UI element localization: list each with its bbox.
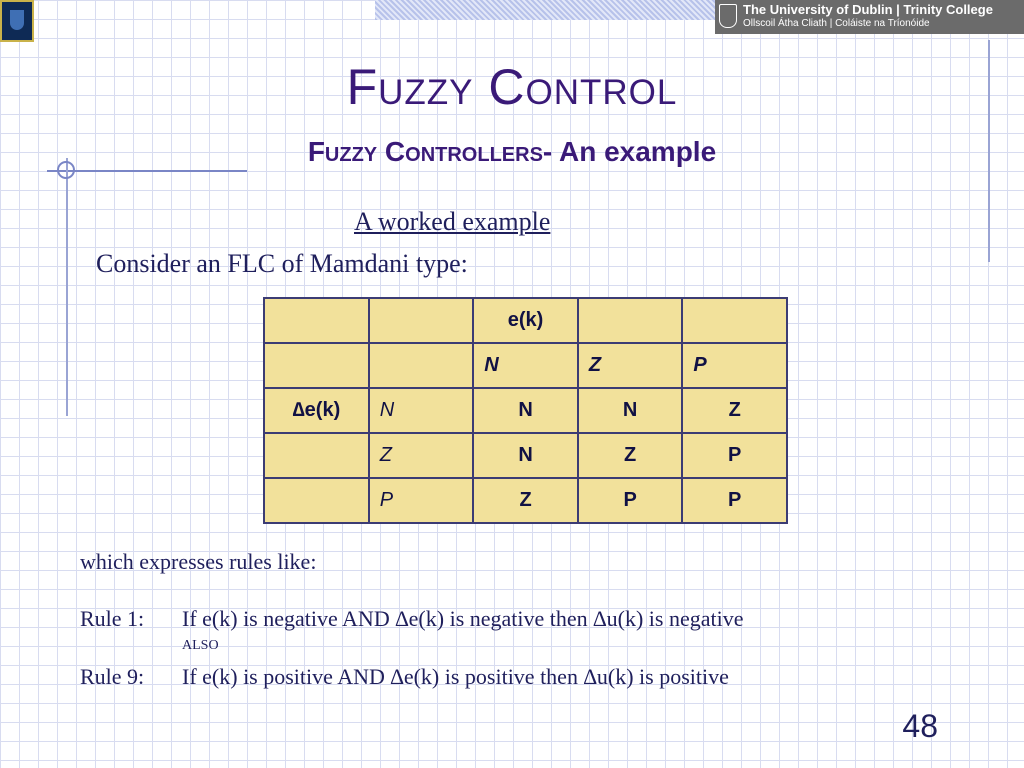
- table-cell: P: [682, 433, 787, 478]
- rule9-text: If e(k) is positive AND ∆e(k) is positive then ∆u(k) is positive: [182, 664, 729, 689]
- seal-icon: [719, 4, 737, 28]
- table-cell: [578, 298, 683, 343]
- university-name-irish: Ollscoil Átha Cliath | Coláiste na Tríonóide: [743, 18, 930, 29]
- table-cell: Z: [473, 478, 578, 523]
- rule9-label: Rule 9:: [80, 664, 145, 689]
- decor-line-vertical: [66, 158, 68, 416]
- table-cell: P: [578, 478, 683, 523]
- row-label: Z: [369, 433, 474, 478]
- table-cell: [369, 298, 474, 343]
- page-number: 48: [902, 708, 938, 744]
- university-banner: [715, 0, 1024, 34]
- column-label: Z: [578, 343, 683, 388]
- crest-logo: [0, 0, 34, 42]
- university-name: The University of Dublin | Trinity College: [743, 2, 993, 17]
- slide-subtitle: [0, 136, 1024, 168]
- row-label: N: [369, 388, 474, 433]
- column-label: P: [682, 343, 787, 388]
- row-label: P: [369, 478, 474, 523]
- also-text: ALSO: [182, 638, 219, 653]
- table-header-ek: e(k): [473, 298, 578, 343]
- slide-title: Fuzzy Control: [346, 59, 678, 115]
- column-label: N: [473, 343, 578, 388]
- table-cell: Z: [578, 433, 683, 478]
- table-cell: P: [682, 478, 787, 523]
- rule1-label: Rule 1:: [80, 606, 145, 631]
- table-cell: N: [473, 433, 578, 478]
- table-cell: [682, 298, 787, 343]
- expresses-text: which expresses rules like:: [80, 549, 317, 574]
- table-cell: [264, 343, 369, 388]
- rule1-text: If e(k) is negative AND ∆e(k) is negative then ∆u(k) is negative: [182, 606, 744, 631]
- table-cell: [369, 343, 474, 388]
- table-cell: [264, 433, 369, 478]
- header-band: [375, 0, 715, 20]
- table-row: [264, 298, 787, 343]
- table-row: [264, 433, 787, 478]
- table-cell: [264, 478, 369, 523]
- consider-text: Consider an FLC of Mamdani type:: [96, 249, 468, 278]
- subtitle-rest: - An example: [542, 136, 717, 167]
- worked-example-heading: A worked example: [354, 207, 551, 236]
- decor-line: [47, 170, 247, 172]
- table-cell: N: [473, 388, 578, 433]
- table-cell: N: [578, 388, 683, 433]
- rule-table: [263, 297, 788, 524]
- table-cell: Z: [682, 388, 787, 433]
- table-header-dek: ∆e(k): [264, 388, 369, 433]
- table-cell: [264, 298, 369, 343]
- table-row: [264, 388, 787, 433]
- table-row: [264, 478, 787, 523]
- table-row: [264, 343, 787, 388]
- subtitle-main: Fuzzy Controllers: [307, 136, 543, 167]
